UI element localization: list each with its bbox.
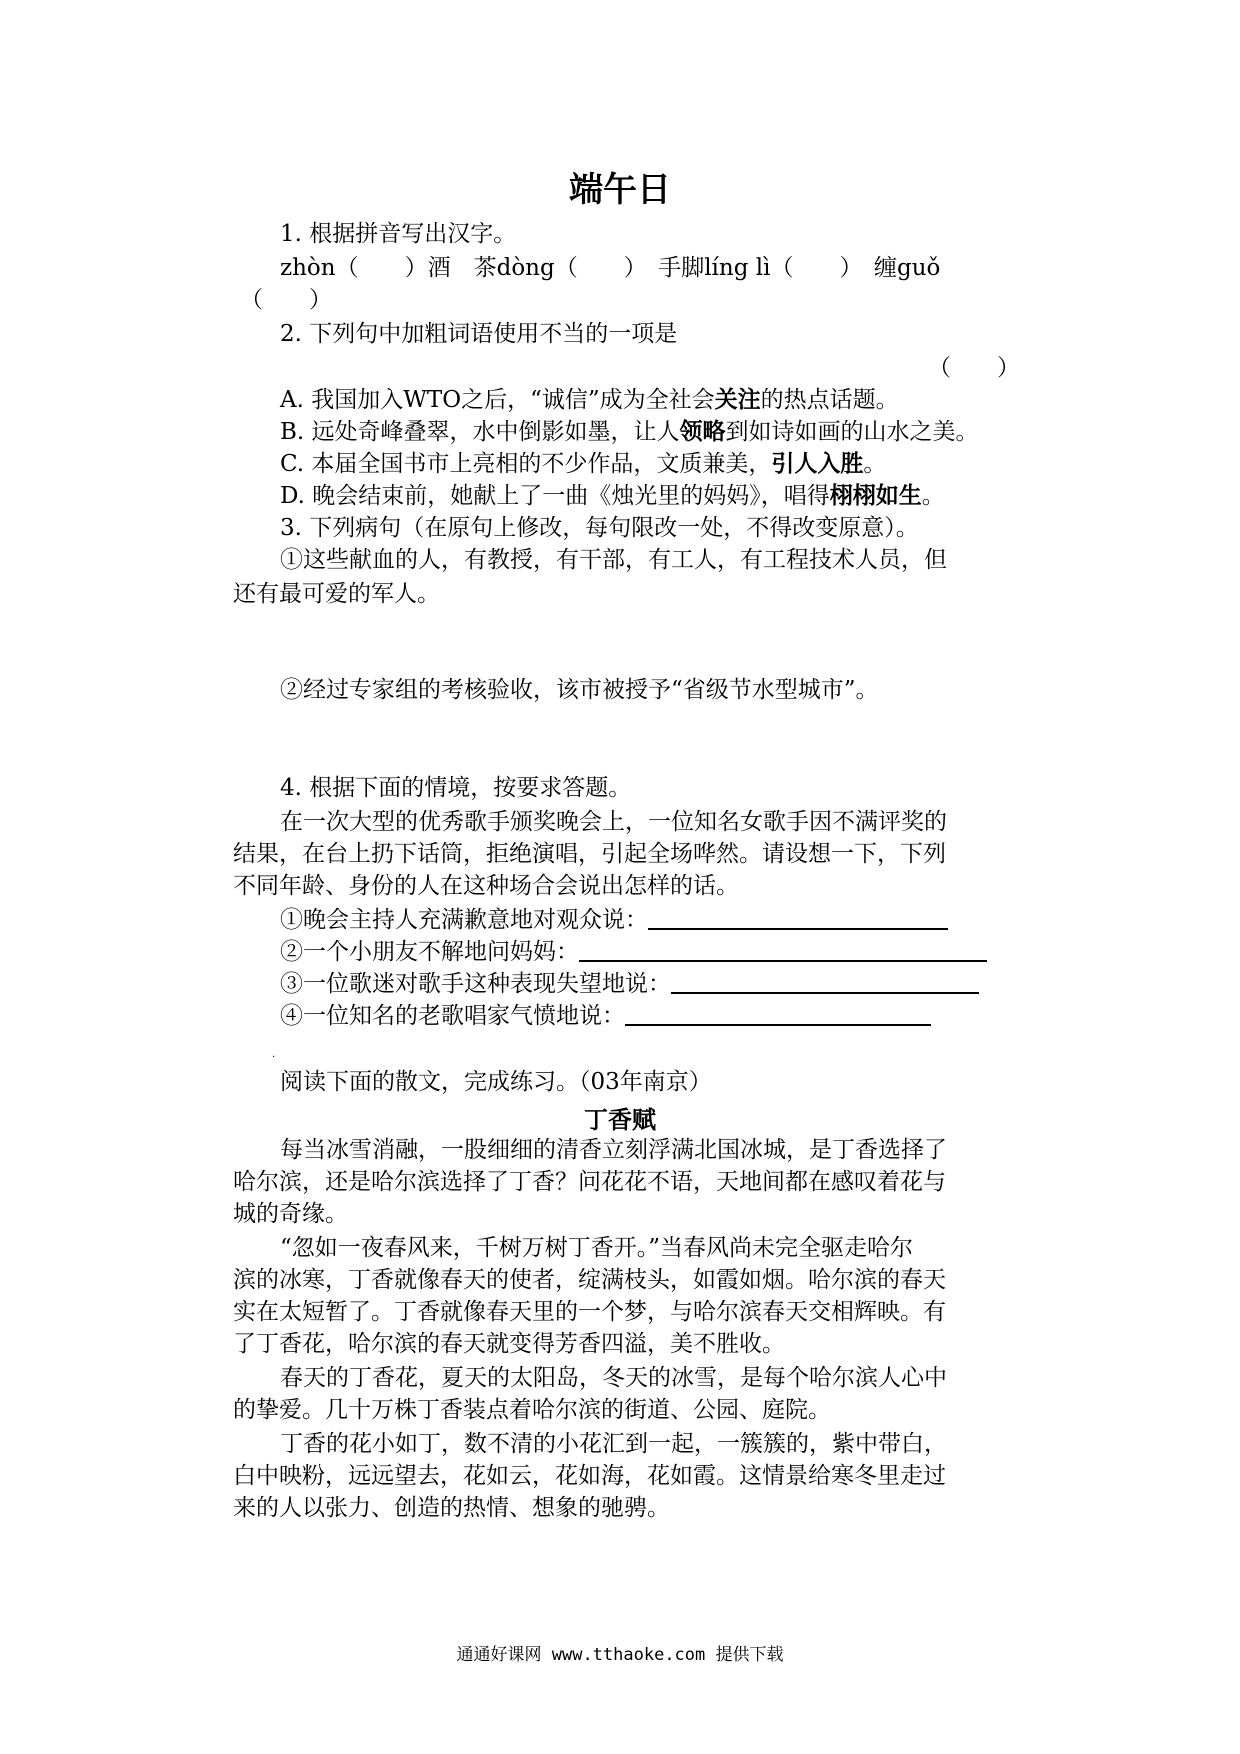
q4-para-line2: 结果，在台上扔下话筒，拒绝演唱，引起全场哗然。请设想一下，下列 bbox=[233, 841, 946, 867]
q4-item4-text: ④一位知名的老歌唱家气愤地说： bbox=[280, 1003, 625, 1029]
q3-sentence2: ②经过专家组的考核验收，该市被授予“省级节水型城市”。 bbox=[280, 677, 879, 703]
answer-blank[interactable] bbox=[648, 906, 948, 930]
q4-para-line1: 在一次大型的优秀歌手颁奖晚会上，一位知名女歌手因不满评奖的 bbox=[280, 809, 947, 835]
q2-stem: 2. 下列句中加粗词语使用不当的一项是 bbox=[280, 321, 678, 347]
answer-blank[interactable] bbox=[625, 1002, 931, 1026]
q1-stem: 1. 根据拼音写出汉字。 bbox=[280, 221, 517, 247]
reading-line: 了丁香花，哈尔滨的春天就变得芳香四溢，美不胜收。 bbox=[233, 1331, 785, 1357]
reading-line: 丁香的花小如丁，数不清的小花汇到一起，一簇簇的，紫中带白， bbox=[280, 1431, 947, 1457]
q1-line1: zhòn（ ）酒 茶dòng（ ） 手脚líng lì（ ） 缠guǒ bbox=[280, 255, 941, 281]
reading-line: 哈尔滨，还是哈尔滨选择了丁香？问花花不语，天地间都在感叹着花与 bbox=[233, 1169, 946, 1195]
q2-c-bold: 引人入胜 bbox=[771, 451, 864, 477]
q4-item4 bbox=[280, 1000, 931, 1032]
q4-stem: 4. 根据下面的情境，按要求答题。 bbox=[280, 775, 632, 801]
reading-line: 的挚爱。几十万株丁香装点着哈尔滨的街道、公园、庭院。 bbox=[233, 1397, 831, 1423]
q2-b-post: 到如诗如画的山水之美。 bbox=[725, 419, 979, 445]
reading-title: 丁香赋 bbox=[584, 1106, 656, 1134]
reading-intro: 阅读下面的散文，完成练习。（03年南京） bbox=[280, 1069, 712, 1095]
q4-item2-text: ②一个小朋友不解地问妈妈： bbox=[280, 939, 579, 965]
q2-a-post: 的热点话题。 bbox=[760, 387, 899, 413]
q4-item1-text: ①晚会主持人充满歉意地对观众说： bbox=[280, 907, 648, 933]
reading-line: 来的人以张力、创造的热情、想象的驰骋。 bbox=[233, 1495, 670, 1521]
q2-option-b bbox=[280, 416, 979, 448]
q4-item1 bbox=[280, 904, 948, 936]
q3-sentence1-line1: ①这些献血的人，有教授，有干部，有工人，有工程技术人员，但 bbox=[280, 547, 947, 573]
page-title: 端午日 bbox=[569, 170, 671, 210]
q2-d-pre: D. 晚会结束前，她献上了一曲《烛光里的妈妈》，唱得 bbox=[280, 483, 830, 509]
reading-line: “忽如一夜春风来，千树万树丁香开。”当春风尚未完全驱走哈尔 bbox=[280, 1235, 914, 1261]
reading-line: 春天的丁香花，夏天的太阳岛，冬天的冰雪，是每个哈尔滨人心中 bbox=[280, 1365, 947, 1391]
reading-line: 白中映粉，远远望去，花如云，花如海，花如霞。这情景给寒冬里走过 bbox=[233, 1463, 946, 1489]
q2-d-post: 。 bbox=[921, 483, 945, 509]
q4-item3-text: ③一位歌迷对歌手这种表现失望地说： bbox=[280, 971, 671, 997]
q3-sentence1-line2: 还有最可爱的军人。 bbox=[233, 581, 440, 607]
answer-blank[interactable] bbox=[671, 970, 979, 994]
answer-blank[interactable] bbox=[579, 938, 987, 962]
q2-c-pre: C. 本届全国书市上亮相的不少作品，文质兼美， bbox=[280, 451, 772, 477]
reading-line: 城的奇缘。 bbox=[233, 1201, 348, 1227]
q2-a-pre: A. 我国加入WTO之后，“诚信”成为全社会 bbox=[280, 387, 715, 413]
reading-line: 实在太短暂了。丁香就像春天里的一个梦，与哈尔滨春天交相辉映。有 bbox=[233, 1299, 946, 1325]
q1-line2: （ ） bbox=[240, 287, 332, 313]
q2-b-pre: B. 远处奇峰叠翠，水中倒影如墨，让人 bbox=[280, 419, 680, 445]
reading-line: 每当冰雪消融，一股细细的清香立刻浮满北国冰城，是丁香选择了 bbox=[280, 1137, 947, 1163]
q4-para-line3: 不同年龄、身份的人在这种场合会说出怎样的话。 bbox=[233, 873, 739, 899]
q4-item2 bbox=[280, 936, 987, 968]
q2-answer-paren: （ ） bbox=[928, 355, 1020, 381]
stray-mark: · bbox=[272, 1052, 276, 1063]
reading-line: 滨的冰寒，丁香就像春天的使者，绽满枝头，如霞如烟。哈尔滨的春天 bbox=[233, 1267, 946, 1293]
q2-option-a bbox=[280, 384, 899, 416]
q4-item3 bbox=[280, 968, 979, 1000]
page-footer[interactable]: 通通好课网 www.tthaoke.com 提供下载 bbox=[456, 1645, 784, 1665]
q2-d-bold: 栩栩如生 bbox=[829, 483, 922, 509]
q2-a-bold: 关注 bbox=[714, 387, 761, 413]
q2-option-d bbox=[280, 480, 945, 512]
q2-b-bold: 领略 bbox=[679, 419, 726, 445]
q2-c-post: 。 bbox=[863, 451, 887, 477]
q3-stem: 3. 下列病句（在原句上修改，每句限改一处，不得改变原意）。 bbox=[280, 515, 919, 541]
q2-option-c bbox=[280, 448, 886, 480]
